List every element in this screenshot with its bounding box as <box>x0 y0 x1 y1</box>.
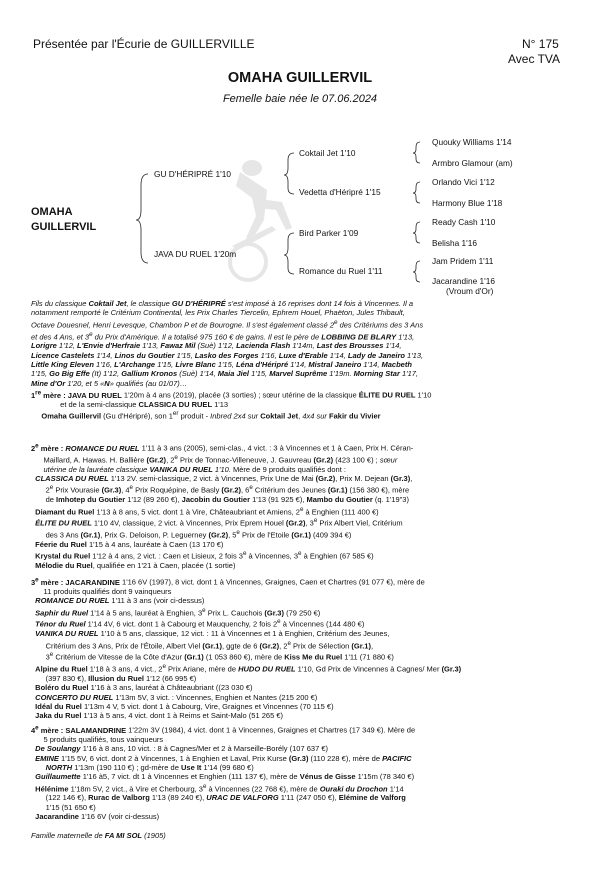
dam4-line: 1'15 (51 650 €) <box>31 802 96 812</box>
horse-title: OMAHA GUILLERVIL <box>227 70 373 86</box>
sire-paragraph-line: Lorigre 1'12, L'Envie d'Herfraie 1'13, Fawaz Mil (Suè) 1'12, Lacienda Flash 1'14m, Last des Brousses 1'14, <box>31 341 402 351</box>
dam4-line: Jacarandine 1'16 6V (voir ci-dessus) <box>35 812 160 822</box>
lot-number: N° 175 <box>522 37 559 51</box>
dam3-line: ROMANCE DU RUEL 1'11 à 3 ans (voir ci-dessus) <box>35 596 205 606</box>
dam2-line: Féerie du Ruel 1'15 à 4 ans, lauréate à Caen (13 170 €) <box>35 540 224 550</box>
dam2-line: utérine de la lauréate classique VANIKA DU RUEL 1'10. Mère de 9 produits qualifiés dont : <box>43 464 346 474</box>
dam3-line: Idéal du Ruel 1'13m 4 V, 5 vict. dont 1 à Cabourg, Vire, Graignes et Vincennes (70 115 €) <box>35 702 334 712</box>
dam3-line: VANIKA DU RUEL 1'10 à 5 ans, classique, 12 vict. : 11 à Vincennes et 1 à Enghien, Critérium des Jeunes, <box>35 629 390 639</box>
dam2-line: des 3 Ans (Gr.1), Prix G. Deloison, P. Leguerney (Gr.2), 5e Prix de l'Etoile (Gr.1) (409 394 €) <box>31 529 352 540</box>
dam3-line: Boléro du Ruel 1'16 à 3 ans, lauréat à Châteaubriant ((23 030 €) <box>35 683 253 693</box>
dam3-line: Critérium des 3 Ans, Prix de l'Étoile, Albert Viel (Gr.1), ggte de 6 (Gr.2), 2e Prix de Sélection (Gr.1), <box>31 639 374 651</box>
dam1-line: Omaha Guillervil (Gu d'Héripré), son 1er produit - Inbred 2x4 sur Coktail Jet, 4x4 sur Fakir du Vivier <box>41 410 381 421</box>
dam1-line: et de la semi-classique CLASSICA DU RUEL 1'13 <box>31 399 229 409</box>
dam3-line: Jaka du Ruel 1'13 à 5 ans, 4 vict. dont 1 à Reims et Saint-Malo (51 265 €) <box>35 711 283 721</box>
sire-dam: Vedetta d'Héripré 1'15 <box>299 187 381 197</box>
dam-sire: Bird Parker 1'09 <box>299 228 359 238</box>
first-dam <box>31 388 431 421</box>
dam: JAVA DU RUEL 1'20m <box>154 249 237 259</box>
sire-dam-sire: Orlando Vici 1'12 <box>432 177 495 187</box>
third-dam <box>31 575 461 721</box>
dam4-line: EMINE 1'15 5V, 6 vict. dont 2 à Vincennes, 1 à Enghien et Laval, Prix Kurse (Gr.3) (110 228 €), mère de PACIFIC <box>35 753 412 763</box>
dam3-line: 11 produits qualifiés dont 9 vainqueurs <box>31 586 172 596</box>
dam2-line: de Imhotep du Goutier 1'12 (89 260 €), Jacobin du Goutier 1'13 (91 925 €), Mambo du Goutier (q. 1'19"3) <box>31 495 409 505</box>
dam4-line: (122 146 €), Rurac de Valborg 1'13 (89 240 €), URAC DE VALFORG 1'11 (247 050 €), Elémine de Valforg <box>31 793 406 803</box>
dam-dam-dam-sire-note: (Vroum d'Or) <box>446 286 494 296</box>
dam4-line: Hélénime 1'18m 5V, 2 vict., à Vire et Cherbourg, 3e à Vincennes (22 768 €), mère de Ouraki du Drochon 1'14 <box>35 782 404 794</box>
sire: GU D'HÉRIPRÉ 1'10 <box>154 169 231 179</box>
dam3-line: CONCERTO DU RUEL 1'13m 5V, 3 vict. : Vincennes, Enghien et Nantes (215 200 €) <box>35 692 318 702</box>
sire-sire-sire: Quouky Williams 1'14 <box>432 137 512 147</box>
sire-paragraph-line: Little King Eleven 1'16, L'Archange 1'15, Livre Blanc 1'15, Léna d'Héripré 1'14, Mistral Janeiro 1'14, Macbeth <box>31 360 412 370</box>
vat-note: Avec TVA <box>508 52 561 66</box>
horse-name-line2: GUILLERVIL <box>31 221 97 233</box>
dam4-line: NORTH 1'13m (190 110 €) ; gd-mère de Use It 1'14 (99 680 €) <box>45 762 254 772</box>
dam2-line: Maillard, A. Hawas. H. Ballière (Gr.2), 2e Prix de Tonnac-Villeneuve, J. Gauvreau (Gr.2) (423 100 €) ; sœur <box>31 453 398 465</box>
dam4-line: 4e mère : SALAMANDRINE 1'22m 3V (1984), 4 vict. dont 1 à Vincennes, Graignes et Chartres (17 349 €). Mère de <box>31 724 416 735</box>
dam2-line: Diamant du Ruel 1'13 à 8 ans, 5 vict. dont 1 à Vire, Châteaubriant et Amiens, 2e à Enghien (111 400 €) <box>35 505 379 517</box>
horse-name-line1: OMAHA <box>31 206 73 218</box>
sire-paragraph-line: 1'15, Go Big Effe (It) 1'12, Gallium Kronos (Suè) 1'14, Maia Jiel 1'15, Marvel Suprême 1'19m. Morning Star 1'17, <box>31 369 419 379</box>
sire-paragraph-line: Mine d'Or 1'20, et 5 «N» qualifiés (au 01/07)… <box>31 378 188 388</box>
sire-paragraph <box>31 299 423 388</box>
pedigree-horse-name <box>31 205 96 235</box>
dam3-line: Alpine du Ruel 1'18 à 3 ans, 4 vict., 2e Prix Ariane, mère de HUDO DU RUEL 1'10, Gd Prix de Vincennes à Cagnes/ Mer (Gr.3) <box>35 663 462 674</box>
dam1-line: 1re mère : JAVA DU RUEL 1'20m à 4 ans (2019), placée (3 sorties) ; sœur utérine de la classique ÉLITE DU RUEL 1'10 <box>31 389 432 400</box>
fourth-dam <box>31 723 415 821</box>
sire-dam-dam: Harmony Blue 1'18 <box>432 198 503 208</box>
horse-description: Femelle baie née le 07.06.2024 <box>222 93 378 105</box>
sire-paragraph-line: Fils du classique Coktail Jet, le classique GU D'HÉRIPRÉ s'est imposé à 16 reprises dont 14 fois à Vincennes. Il a <box>31 299 414 308</box>
sire-sire: Coktail Jet 1'10 <box>299 148 356 158</box>
dam4-line: 5 produits qualifiés, tous vainqueurs <box>31 734 164 744</box>
dam2-line: CLASSICA DU RUEL 1'13 2V. semi-classique, 2 vict. à Vincennes, Prix Une de Mai (Gr.2), Prix M. Dejean (Gr.3), <box>35 474 413 484</box>
maternal-family: Famille maternelle de FA MI SOL (1905) <box>31 831 166 840</box>
dam-dam-sire: Jam Pridem 1'11 <box>432 256 494 266</box>
sire-sire-dam: Armbro Glamour (am) <box>432 158 513 168</box>
dam3-line: Ténor du Ruel 1'14 4V, 6 vict. dont 1 à Cabourg et Mauquenchy, 2 fois 2e à Vincennes (144 480 €) <box>35 618 365 629</box>
dam2-line: Krystal du Ruel 1'12 à 4 ans, 2 vict. : Caen et Lisieux, 2 fois 3e à Vincennes, 3e à Enghien (67 585 €) <box>35 550 374 561</box>
dam4-line: Guillaumette 1'16 à5, 7 vict. dt 1 à Vincennes et Enghien (111 137 €), mère de Vénus de Gisse 1'15m (78 340 €) <box>35 772 415 782</box>
dam2-line: 2e Prix Vourasie (Gr.3), 4e Prix Roquépine, de Basly (Gr.2), 6e Critérium des Jeunes (Gr.1) (156 380 €), mère <box>31 484 410 495</box>
presenter-line: Présentée par l'Écurie de GUILLERVILLE <box>33 37 255 51</box>
dam3-line: 3e Critérium de Vitesse de la Côte d'Azur (Gr.1) (1 053 860 €), mère de Kiss Me du Ruel 1'11 (71 880 €) <box>31 651 394 662</box>
dam3-line: 3e mère : JACARANDINE 1'16 6V (1997), 8 vict. dont 1 à Vincennes, Graignes, Caen et Chartres (91 077 €), mère de <box>31 576 425 587</box>
dam2-line: 2e mère : ROMANCE DU RUEL 1'11 à 3 ans (2005), semi-clas., 4 vict. : 3 à Vincennes et 1 à Caen, Prix H. Céran- <box>31 442 414 453</box>
dam-sire-sire: Ready Cash 1'10 <box>432 217 496 227</box>
dam2-line: ÉLITE DU RUEL 1'10 4V, classique, 2 vict. à Vincennes, Prix Eprem Houel (Gr.2), 3e Prix Albert Viel, Critérium <box>35 517 403 528</box>
dam-dam-dam: Jacarandine 1'16 <box>432 276 495 286</box>
dam3-line: Saphir du Ruel 1'14 à 5 ans, lauréat à Enghien, 3e Prix L. Cauchois (Gr.3) (79 250 €) <box>35 606 321 618</box>
sire-paragraph-line: Licence Castelets 1'14, Linos du Goutier 1'15, Lasko des Forges 1'16, Luxe d'Erable 1'14, Lady de Janeiro 1'13, <box>31 350 424 360</box>
dam2-line: Mélodie du Ruel, qualifiée en 1'21 à Caen, placée (1 sortie) <box>35 561 236 571</box>
dam3-line: (397 830 €), Illusion du Ruel 1'12 (66 995 €) <box>31 674 197 684</box>
second-dam <box>31 441 413 571</box>
sire-paragraph-line: et des 4 Ans, et 3e du Prix d'Amérique. Il a totalisé 975 160 € de gains. Il est le père de LOBBING DE BLARY 1'13, <box>31 330 415 342</box>
dam4-line: De Soulangy 1'16 à 8 ans, 10 vict. : 8 à Cagnes/Mer et 2 à Marseille-Borély (107 637 €) <box>35 744 329 754</box>
dam-dam: Romance du Ruel 1'11 <box>299 266 383 276</box>
sire-paragraph-line: notamment remporté le Critérium Continental, les Prix Charles Tiercelin, Ephrem Houel, Phaëton, Jules Thibault, <box>31 308 405 318</box>
sire-paragraph-line: Octave Douesnel, Henri Levesque, Chambon P et de Bourogne. Il s'est également classé 2e des Critériums des 3 Ans <box>31 318 424 330</box>
dam-sire-dam: Belisha 1'16 <box>432 238 477 248</box>
